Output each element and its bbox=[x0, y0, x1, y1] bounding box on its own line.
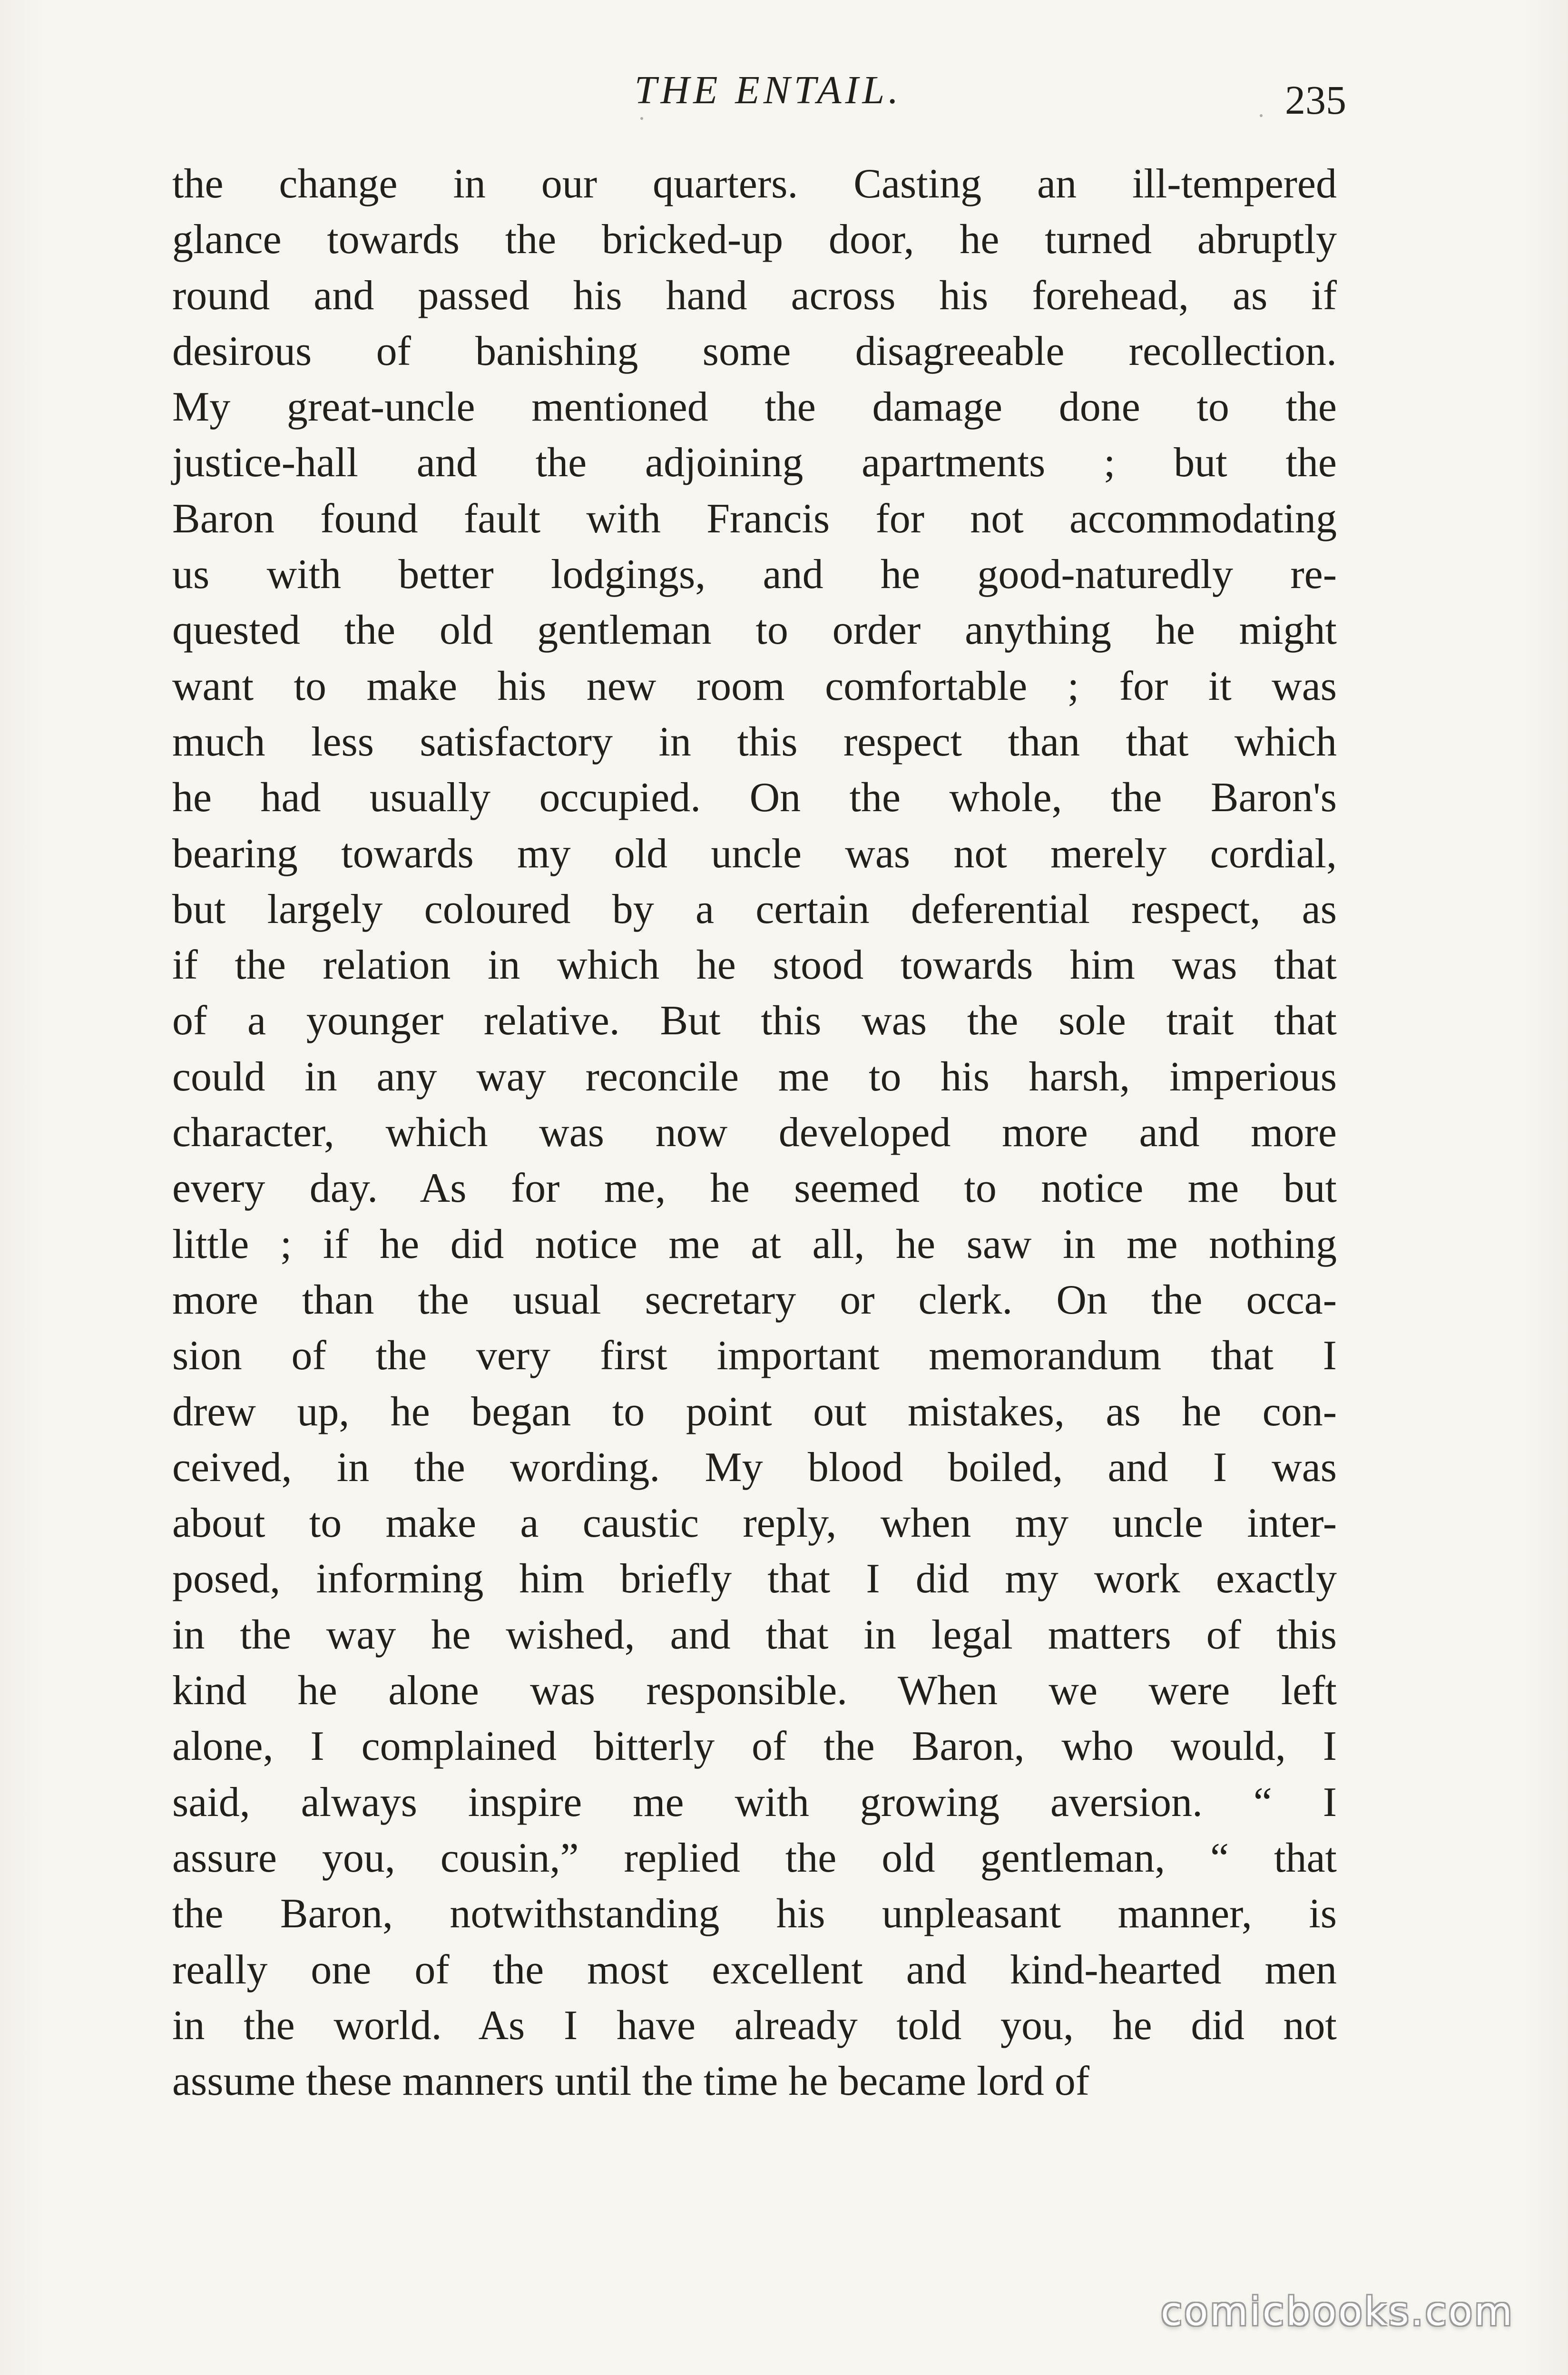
text-line: little ; if he did notice me at all, he saw in me nothing bbox=[172, 1221, 1337, 1267]
running-title: THE ENTAIL. bbox=[634, 68, 902, 112]
body-text bbox=[172, 156, 1337, 2126]
text-line: he had usually occupied. On the whole, the Baron's bbox=[172, 775, 1337, 821]
text-line: more than the usual secretary or clerk. On the occa- bbox=[172, 1276, 1337, 1323]
text-line: really one of the most excellent and kind-hearted men bbox=[172, 1946, 1337, 1993]
text-line: Baron found fault with Francis for not accommodating bbox=[172, 495, 1337, 542]
text-line: drew up, he began to point out mistakes, as he con- bbox=[172, 1388, 1337, 1435]
text-line: in the world. As I have already told you, he did not bbox=[172, 2002, 1337, 2049]
watermark: comicbooks.com bbox=[1161, 2289, 1514, 2335]
text-line: quested the old gentleman to order anything he might bbox=[172, 607, 1337, 654]
text-line: sion of the very first important memorandum that I bbox=[172, 1333, 1337, 1379]
text-line: character, which was now developed more and more bbox=[172, 1109, 1337, 1156]
print-speck bbox=[1260, 114, 1263, 117]
page-number: 235 bbox=[1285, 77, 1346, 123]
text-line: the change in our quarters. Casting an ill-tempered bbox=[172, 161, 1337, 207]
text-line: My great-uncle mentioned the damage done to the bbox=[172, 384, 1337, 431]
text-line: in the way he wished, and that in legal matters of this bbox=[172, 1611, 1337, 1658]
text-line: ceived, in the wording. My blood boiled, and I was bbox=[172, 1444, 1337, 1491]
text-line: said, always inspire me with growing aversion. “ I bbox=[172, 1779, 1337, 1825]
text-line: posed, informing him briefly that I did my work exactly bbox=[172, 1556, 1337, 1602]
text-line: desirous of banishing some disagreeable recollection. bbox=[172, 328, 1337, 374]
text-line: glance towards the bricked-up door, he turned abruptly bbox=[172, 216, 1337, 263]
text-line: of a younger relative. But this was the sole trait that bbox=[172, 998, 1337, 1044]
text-line: round and passed his hand across his forehead, as if bbox=[172, 272, 1337, 319]
text-line: justice-hall and the adjoining apartments ; but the bbox=[172, 440, 1337, 486]
text-line: every day. As for me, he seemed to notice me but bbox=[172, 1165, 1337, 1212]
text-line: us with better lodgings, and he good-naturedly re- bbox=[172, 551, 1337, 598]
text-line: assure you, cousin,” replied the old gentleman, “ that bbox=[172, 1835, 1337, 1881]
text-line: alone, I complained bitterly of the Baron, who would, I bbox=[172, 1723, 1337, 1770]
print-speck bbox=[640, 117, 643, 120]
text-line: could in any way reconcile me to his harsh, imperious bbox=[172, 1053, 1337, 1100]
text-line: kind he alone was responsible. When we were left bbox=[172, 1668, 1337, 1714]
text-line: much less satisfactory in this respect than that which bbox=[172, 718, 1337, 765]
text-line: the Baron, notwithstanding his unpleasant manner, is bbox=[172, 1891, 1337, 1937]
text-line: about to make a caustic reply, when my uncle inter- bbox=[172, 1500, 1337, 1547]
text-line: want to make his new room comfortable ; for it was bbox=[172, 663, 1337, 709]
text-line: assume these manners until the time he became lord of bbox=[172, 2058, 1090, 2105]
text-line: if the relation in which he stood towards him was that bbox=[172, 942, 1337, 989]
text-line: but largely coloured by a certain deferential respect, as bbox=[172, 886, 1337, 932]
text-line: bearing towards my old uncle was not merely cordial, bbox=[172, 830, 1337, 877]
